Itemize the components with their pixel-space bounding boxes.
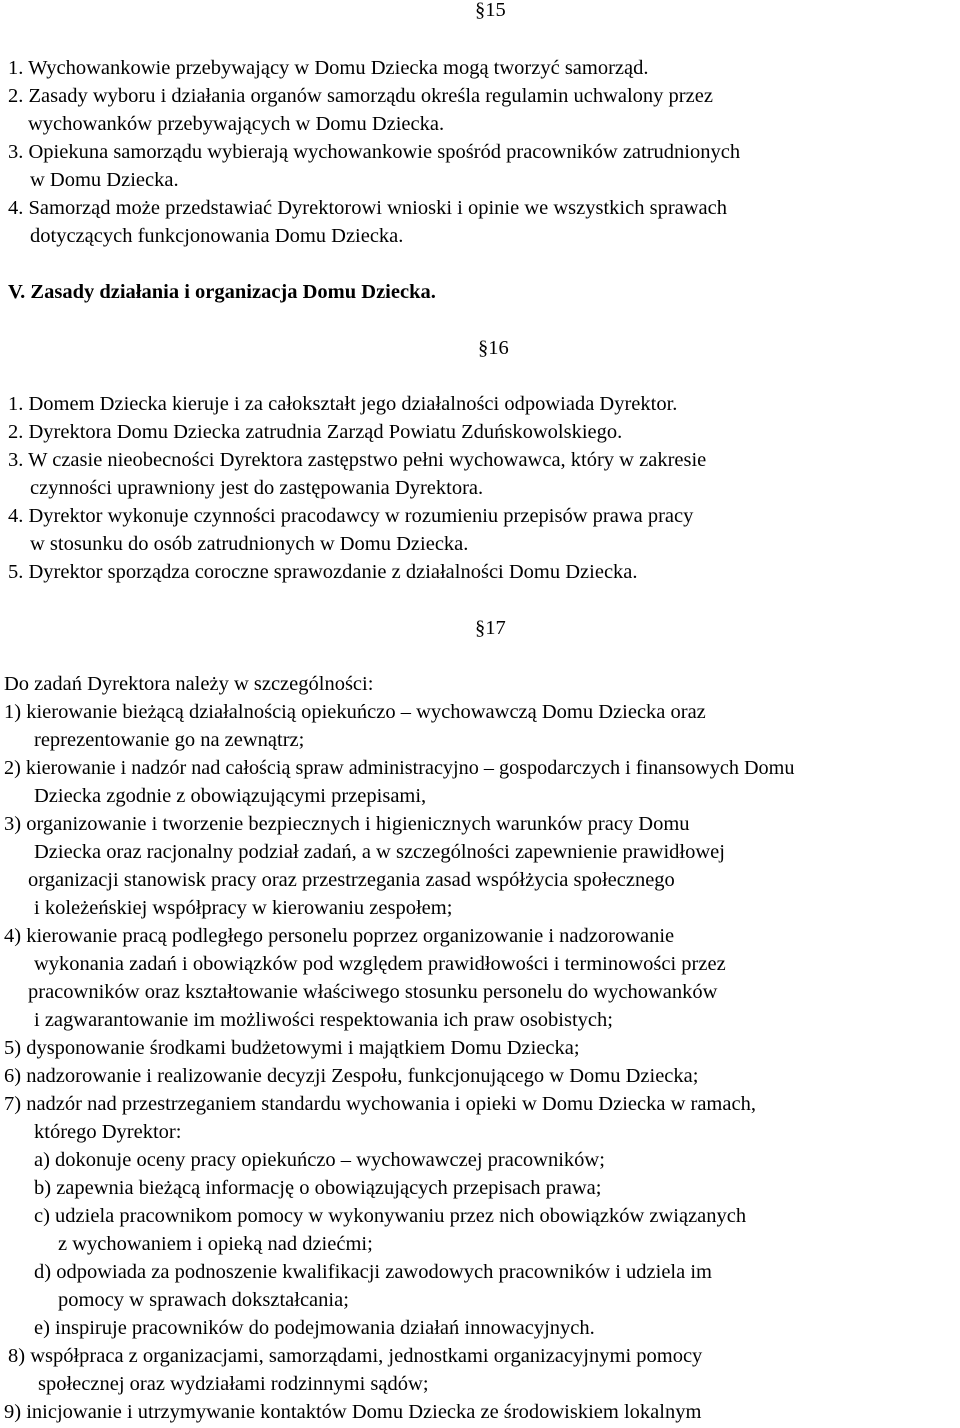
list-item-4-line3: pracowników oraz kształtowanie właściwego stosunku personelu do wychowanków <box>28 981 718 1003</box>
list-item-7a: a) dokonuje oceny pracy opiekuńczo – wychowawczej pracowników; <box>34 1149 605 1171</box>
list-item-1-line2: reprezentowanie go na zewnątrz; <box>34 729 305 751</box>
paragraph-17-intro: Do zadań Dyrektora należy w szczególności: <box>4 673 374 695</box>
paragraph-15-1: 1. Wychowankowie przebywający w Domu Dziecka mogą tworzyć samorząd. <box>8 57 649 79</box>
chapter-heading: V. Zasady działania i organizacja Domu Dziecka. <box>8 281 436 303</box>
paragraph-15-3-line2: w Domu Dziecka. <box>30 169 179 191</box>
list-item-3-line1: 3) organizowanie i tworzenie bezpiecznych i higienicznych warunków pracy Domu <box>4 813 690 835</box>
list-item-8-line2: społecznej oraz wydziałami rodzinnymi sądów; <box>38 1373 429 1395</box>
list-item-3-line2: Dziecka oraz racjonalny podział zadań, a w szczególności zapewnienie prawidłowej <box>34 841 725 863</box>
paragraph-16-4-line1: 4. Dyrektor wykonuje czynności pracodawcy w rozumieniu przepisów prawa pracy <box>8 505 694 527</box>
list-item-7d-line2: pomocy w sprawach dokształcania; <box>58 1289 349 1311</box>
paragraph-15-2-line1: 2. Zasady wyboru i działania organów samorządu określa regulamin uchwalony przez <box>8 85 713 107</box>
list-item-2-line1: 2) kierowanie i nadzór nad całością spraw administracyjno – gospodarczych i finansowych Domu <box>4 757 795 779</box>
paragraph-15-2-line2: wychowanków przebywających w Domu Dziecka. <box>28 113 445 135</box>
list-item-7-line2: którego Dyrektor: <box>34 1121 182 1143</box>
list-item-2-line2: Dziecka zgodnie z obowiązującymi przepisami, <box>34 785 427 807</box>
list-item-7d-line1: d) odpowiada za podnoszenie kwalifikacji zawodowych pracowników i udziela im <box>34 1261 712 1283</box>
section-15-heading: §15 <box>475 0 506 21</box>
list-item-7b: b) zapewnia bieżącą informację o obowiązujących przepisach prawa; <box>34 1177 602 1199</box>
paragraph-16-5: 5. Dyrektor sporządza coroczne sprawozdanie z działalności Domu Dziecka. <box>8 561 638 583</box>
list-item-3-line4: i koleżeńskiej współpracy w kierowaniu zespołem; <box>34 897 453 919</box>
list-item-7c-line2: z wychowaniem i opieką nad dziećmi; <box>58 1233 373 1255</box>
list-item-4-line2: wykonania zadań i obowiązków pod względem prawidłowości i terminowości przez <box>34 953 726 975</box>
section-17-heading: §17 <box>475 617 506 639</box>
list-item-4-line1: 4) kierowanie pracą podległego personelu poprzez organizowanie i nadzorowanie <box>4 925 675 947</box>
paragraph-16-3-line2: czynności uprawniony jest do zastępowania Dyrektora. <box>30 477 484 499</box>
paragraph-16-1: 1. Domem Dziecka kieruje i za całokształt jego działalności odpowiada Dyrektor. <box>8 393 678 415</box>
list-item-5: 5) dysponowanie środkami budżetowymi i majątkiem Domu Dziecka; <box>4 1037 580 1059</box>
list-item-7c-line1: c) udziela pracownikom pomocy w wykonywaniu przez nich obowiązków związanych <box>34 1205 747 1227</box>
paragraph-15-3-line1: 3. Opiekuna samorządu wybierają wychowankowie spośród pracowników zatrudnionych <box>8 141 741 163</box>
paragraph-15-4-line1: 4. Samorząd może przedstawiać Dyrektorowi wnioski i opinie we wszystkich sprawach <box>8 197 728 219</box>
list-item-9: 9) inicjowanie i utrzymywanie kontaktów Domu Dziecka ze środowiskiem lokalnym <box>4 1401 702 1423</box>
list-item-7e: e) inspiruje pracowników do podejmowania działań innowacyjnych. <box>34 1317 595 1339</box>
list-item-8-line1: 8) współpraca z organizacjami, samorządami, jednostkami organizacyjnymi pomocy <box>8 1345 703 1367</box>
list-item-4-line4: i zagwarantowanie im możliwości respektowania ich praw osobistych; <box>34 1009 613 1031</box>
list-item-1-line1: 1) kierowanie bieżącą działalnością opiekuńczo – wychowawczą Domu Dziecka oraz <box>4 701 706 723</box>
paragraph-16-4-line2: w stosunku do osób zatrudnionych w Domu Dziecka. <box>30 533 469 555</box>
section-16-heading: §16 <box>478 337 509 359</box>
paragraph-15-4-line2: dotyczących funkcjonowania Domu Dziecka. <box>30 225 404 247</box>
list-item-3-line3: organizacji stanowisk pracy oraz przestrzegania zasad współżycia społecznego <box>28 869 675 891</box>
list-item-7-line1: 7) nadzór nad przestrzeganiem standardu wychowania i opieki w Domu Dziecka w ramach, <box>4 1093 756 1115</box>
paragraph-16-2: 2. Dyrektora Domu Dziecka zatrudnia Zarząd Powiatu Zduńskowolskiego. <box>8 421 623 443</box>
paragraph-16-3-line1: 3. W czasie nieobecności Dyrektora zastępstwo pełni wychowawca, który w zakresie <box>8 449 707 471</box>
list-item-6: 6) nadzorowanie i realizowanie decyzji Zespołu, funkcjonującego w Domu Dziecka; <box>4 1065 699 1087</box>
